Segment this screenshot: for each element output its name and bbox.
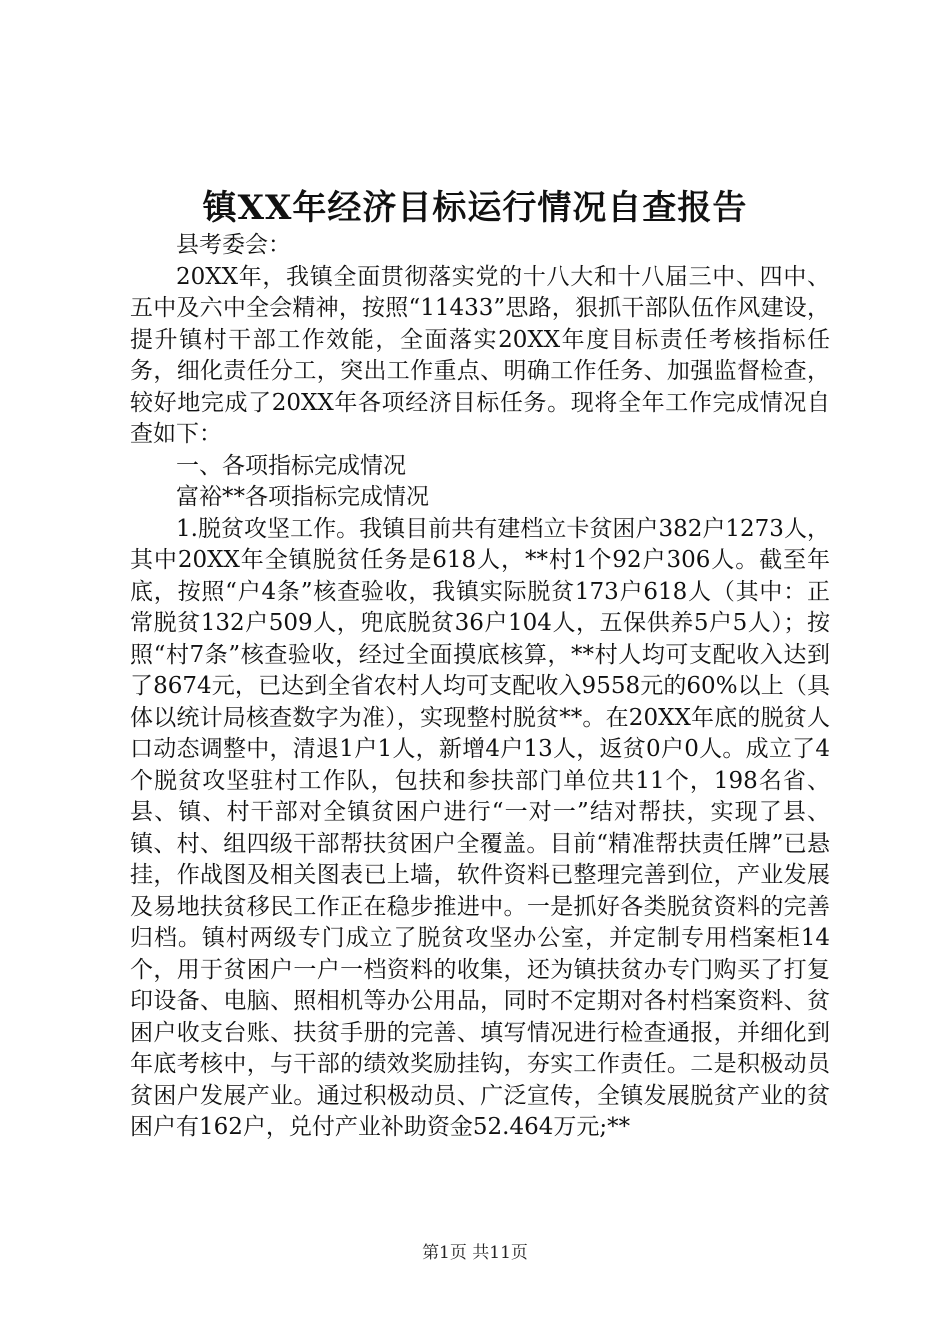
subsection-heading: 富裕**各项指标完成情况	[176, 484, 429, 510]
page-number-footer: 第1页 共11页	[422, 1243, 528, 1263]
paragraph-poverty-alleviation: 1.脱贫攻坚工作。我镇目前共有建档立卡贫困户382户1273人，其中20XX年全镇脱贫任务是618人，**村1个92户306人。截至年底，按照“户4条”核查验收，我镇实际脱贫173户618人（其中：正常脱贫132户509人，兜底脱贫36户104人，五保供养5户5人）；按照“村7条”核查验收，经过全面摸底核算，**村人均可支配收入达到了8674元，已达到全省农村人均可支配收入9558元的60%以上（具体以统计局核查数字为准），实现整村脱贫**。在20XX年底的脱贫人口动态调整中，清退1户1人，新增4户13人，返贫0户0人。成立了4个脱贫攻坚驻村工作队，包扶和参扶部门单位共11个，198名省、县、镇、村干部对全镇贫困户进行“一对一”结对帮扶，实现了县、镇、村、组四级干部帮扶贫困户全覆盖。目前“精准帮扶责任牌”已悬挂，作战图及相关图表已上墙，软件资料已整理完善到位，产业发展及易地扶贫移民工作正在稳步推进中。一是抓好各类脱贫资料的完善归档。镇村两级专门成立了脱贫攻坚办公室，并定制专用档案柜14个，用于贫困户一户一档资料的收集，还为镇扶贫办专门购买了打复印设备、电脑、照相机等办公用品，同时不定期对各村档案资料、贫困户收支台账、扶贫手册的完善、填写情况进行检查通报，并细化到年底考核中，与干部的绩效奖励挂钩，夯实工作责任。二是积极动员贫困户发展产业。通过积极动员、广泛宣传，全镇发展脱贫产业的贫困户有162户，兑付产业补助资金52.464万元;**	[130, 515, 830, 1140]
salutation: 县考委会：	[176, 232, 291, 258]
paragraph-intro: 20XX年，我镇全面贯彻落实党的十八大和十八届三中、四中、五中及六中全会精神，按照“11433”思路，狠抓干部队伍作风建设，提升镇村干部工作效能，全面落实20XX年度目标责任考核指标任务，细化责任分工，突出工作重点、明确工作任务、加强监督检查，较好地完成了20XX年各项经济目标任务。现将全年工作完成情况自查如下：	[130, 263, 830, 447]
section-heading: 一、各项指标完成情况	[176, 452, 406, 479]
document-body	[130, 230, 830, 1144]
document-title: 镇XX年经济目标运行情况自查报告	[202, 188, 748, 228]
